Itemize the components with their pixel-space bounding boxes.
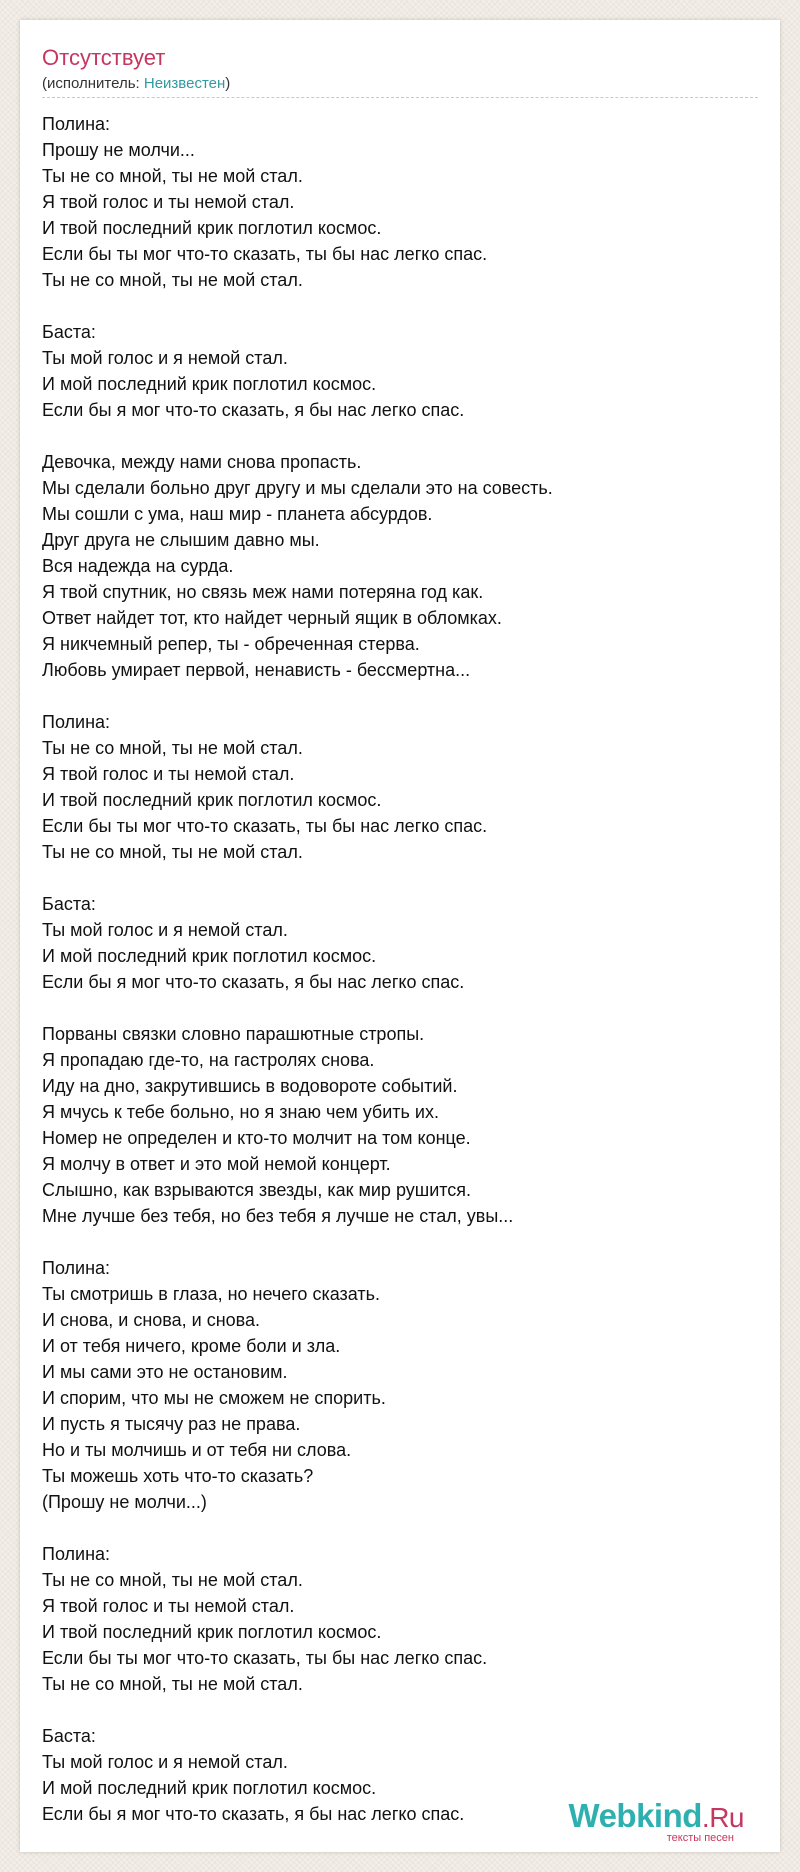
lyrics-line: Если бы я мог что-то сказать, я бы нас легко спас. <box>42 1804 465 1824</box>
lyrics-line: Я твой голос и ты немой стал. <box>42 192 295 212</box>
lyrics-blank-line <box>42 1229 758 1255</box>
lyrics-line: Ты не со мной, ты не мой стал. <box>42 166 303 186</box>
lyrics-line: И мой последний крик поглотил космос. <box>42 1778 377 1798</box>
lyrics-line: Баста: <box>42 322 96 342</box>
lyrics-line: Я пропадаю где-то, на гастролях снова. <box>42 1050 375 1070</box>
lyrics-line: Полина: <box>42 114 111 134</box>
lyrics-line: Ты не со мной, ты не мой стал. <box>42 842 303 862</box>
lyrics-line: Ты не со мной, ты не мой стал. <box>42 1570 303 1590</box>
lyrics-line: И мы сами это не остановим. <box>42 1362 288 1382</box>
webkind-logo[interactable] <box>569 1798 744 1844</box>
artist-prefix: (исполнитель: <box>42 75 144 92</box>
lyrics-line: Ты не со мной, ты не мой стал. <box>42 270 303 290</box>
lyrics-line: Слышно, как взрываются звезды, как мир рушится. <box>42 1180 472 1200</box>
lyrics-line: И твой последний крик поглотил космос. <box>42 1622 382 1642</box>
lyrics-line: Полина: <box>42 712 111 732</box>
lyrics-line: Порваны связки словно парашютные стропы. <box>42 1024 425 1044</box>
lyrics-line: Ты смотришь в глаза, но нечего сказать. <box>42 1284 381 1304</box>
lyrics-line: Если бы ты мог что-то сказать, ты бы нас легко спас. <box>42 1648 488 1668</box>
lyrics-blank-line <box>42 995 758 1021</box>
lyrics-line: Прошу не молчи... <box>42 140 195 160</box>
lyrics-line: И пусть я тысячу раз не права. <box>42 1414 301 1434</box>
lyrics-line: Я молчу в ответ и это мой немой концерт. <box>42 1154 391 1174</box>
lyrics-line: И твой последний крик поглотил космос. <box>42 790 382 810</box>
lyrics-line: Девочка, между нами снова пропасть. <box>42 452 362 472</box>
lyrics-line: Я твой спутник, но связь меж нами потеряна год как. <box>42 582 484 602</box>
lyrics-blank-line <box>42 865 758 891</box>
lyrics-blank-line <box>42 1697 758 1723</box>
lyrics-line: Мы сошли с ума, наш мир - планета абсурдов. <box>42 504 433 524</box>
lyrics-line: И снова, и снова, и снова. <box>42 1310 261 1330</box>
lyrics-line: Я твой голос и ты немой стал. <box>42 764 295 784</box>
lyrics-line: Мы сделали больно друг другу и мы сделали это на совесть. <box>42 478 553 498</box>
logo-wordmark <box>569 1798 744 1836</box>
lyrics-text <box>42 111 758 1827</box>
lyrics-line: Ты мой голос и я немой стал. <box>42 920 288 940</box>
lyrics-line: Я мчусь к тебе больно, но я знаю чем убить их. <box>42 1102 439 1122</box>
lyrics-line: И твой последний крик поглотил космос. <box>42 218 382 238</box>
logo-name: Webkind <box>568 1797 702 1834</box>
lyrics-line: Номер не определен и кто-то молчит на том конце. <box>42 1128 471 1148</box>
artist-line <box>42 74 758 94</box>
title-divider <box>42 97 758 98</box>
lyrics-line: И от тебя ничего, кроме боли и зла. <box>42 1336 341 1356</box>
lyrics-line: Я никчемный репер, ты - обреченная стерва. <box>42 634 420 654</box>
lyrics-line: Если бы я мог что-то сказать, я бы нас легко спас. <box>42 400 465 420</box>
lyrics-line: Ты не со мной, ты не мой стал. <box>42 1674 303 1694</box>
lyrics-line: Вся надежда на сурда. <box>42 556 234 576</box>
lyrics-line: Баста: <box>42 1726 96 1746</box>
lyrics-line: И мой последний крик поглотил космос. <box>42 946 377 966</box>
lyrics-blank-line <box>42 293 758 319</box>
artist-link[interactable]: Неизвестен <box>143 75 226 92</box>
lyrics-line: Мне лучше без тебя, но без тебя я лучше не стал, увы... <box>42 1206 514 1226</box>
artist-suffix: ) <box>225 75 231 92</box>
lyrics-line: Иду на дно, закрутившись в водовороте событий. <box>42 1076 458 1096</box>
lyrics-blank-line <box>42 423 758 449</box>
lyrics-line: Ответ найдет тот, кто найдет черный ящик в обломках. <box>42 608 502 628</box>
logo-tagline: тексты песен <box>666 1832 734 1844</box>
lyrics-line: И мой последний крик поглотил космос. <box>42 374 377 394</box>
lyrics-line: Полина: <box>42 1258 111 1278</box>
lyrics-line: (Прошу не молчи...) <box>42 1492 207 1512</box>
lyrics-line: Но и ты молчишь и от тебя ни слова. <box>42 1440 352 1460</box>
lyrics-line: Ты можешь хоть что-то сказать? <box>42 1466 314 1486</box>
lyrics-line: Я твой голос и ты немой стал. <box>42 1596 295 1616</box>
lyrics-line: Ты мой голос и я немой стал. <box>42 1752 288 1772</box>
lyrics-line: Если бы я мог что-то сказать, я бы нас легко спас. <box>42 972 465 992</box>
lyrics-line: Если бы ты мог что-то сказать, ты бы нас легко спас. <box>42 816 488 836</box>
lyrics-line: Ты не со мной, ты не мой стал. <box>42 738 303 758</box>
lyrics-card <box>20 20 780 1852</box>
song-title: Отсутствует <box>42 45 166 70</box>
lyrics-line: Ты мой голос и я немой стал. <box>42 348 288 368</box>
logo-tld: .Ru <box>701 1802 744 1833</box>
lyrics-line: Полина: <box>42 1544 111 1564</box>
lyrics-line: Друг друга не слышим давно мы. <box>42 530 320 550</box>
lyrics-line: Баста: <box>42 894 96 914</box>
lyrics-line: Если бы ты мог что-то сказать, ты бы нас легко спас. <box>42 244 488 264</box>
lyrics-blank-line <box>42 683 758 709</box>
lyrics-line: Любовь умирает первой, ненависть - бессмертна... <box>42 660 471 680</box>
lyrics-blank-line <box>42 1515 758 1541</box>
lyrics-line: И спорим, что мы не сможем не спорить. <box>42 1388 386 1408</box>
